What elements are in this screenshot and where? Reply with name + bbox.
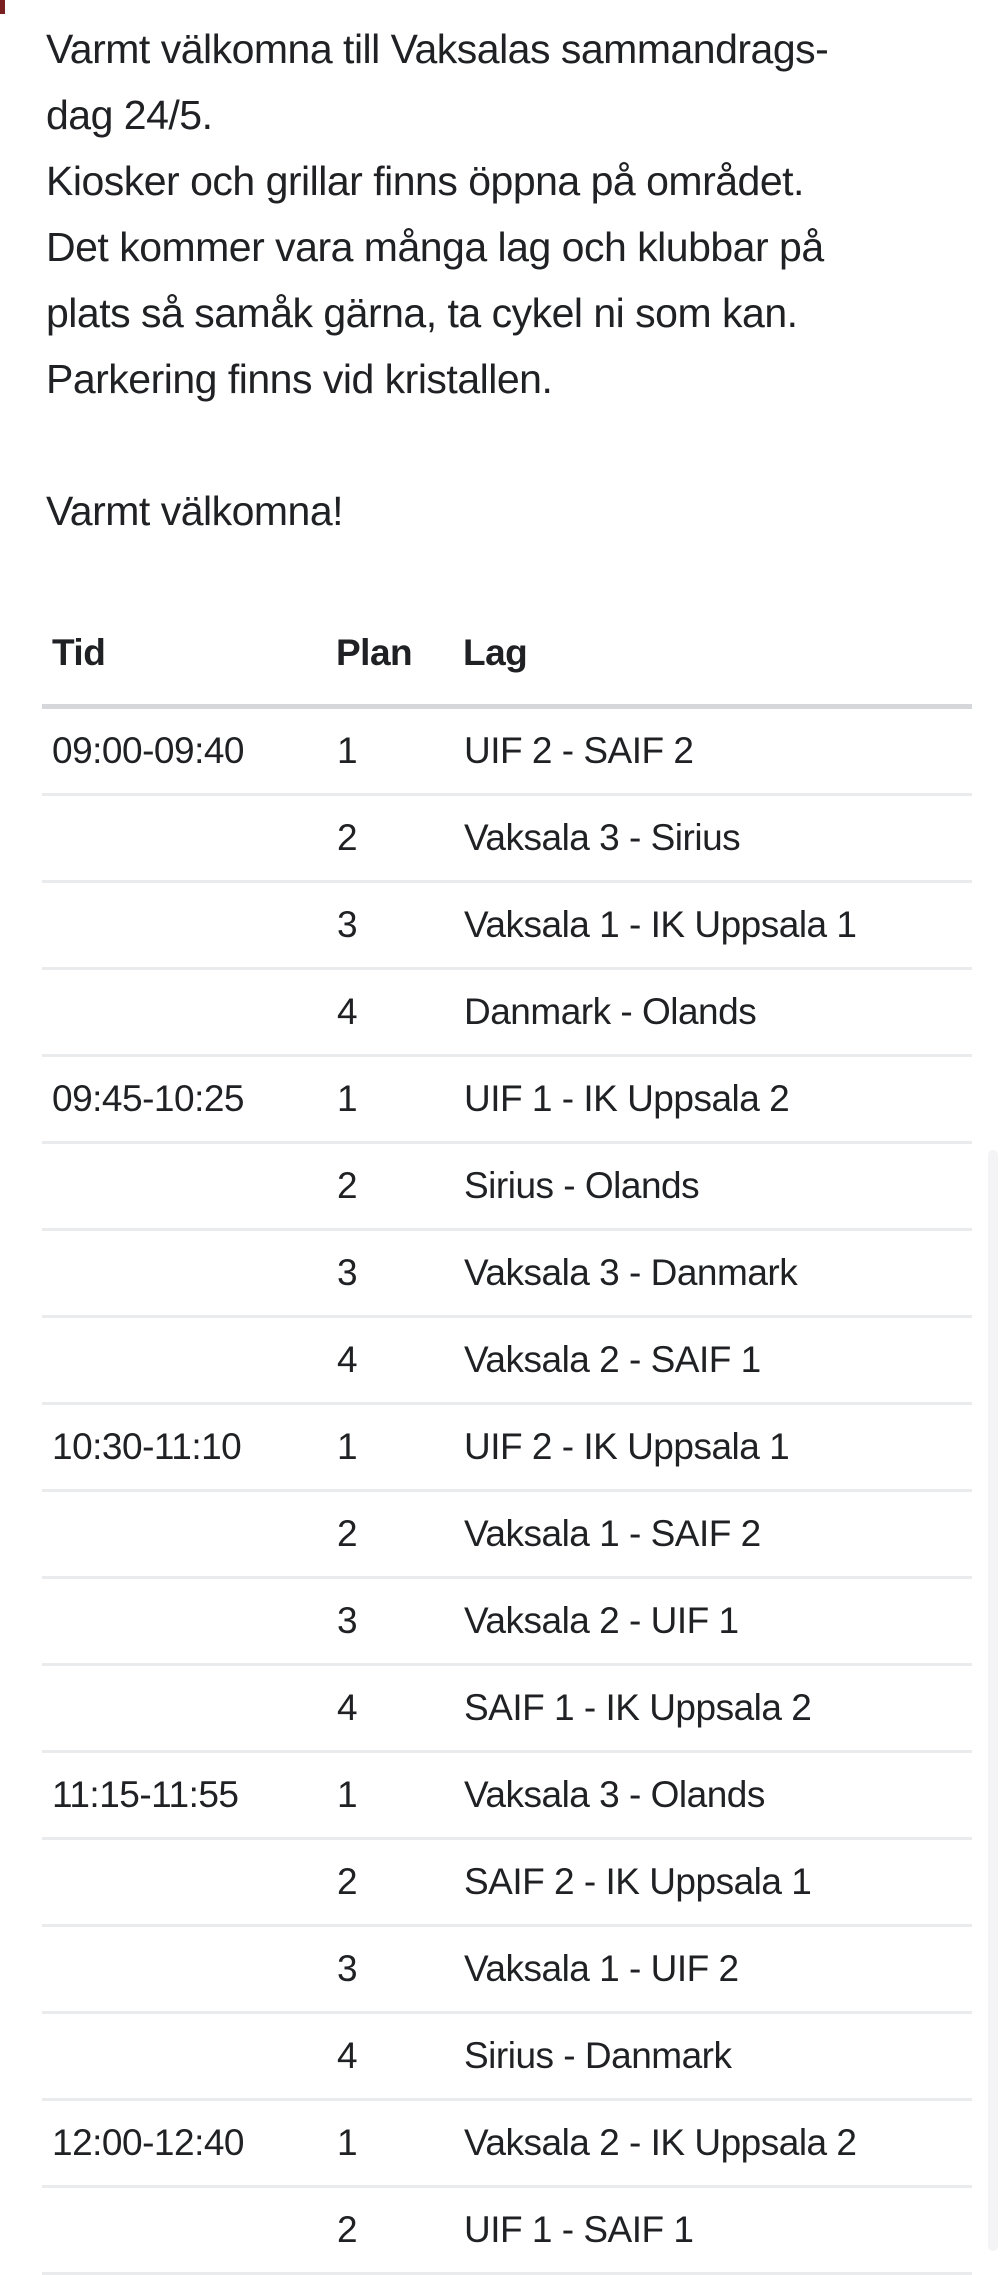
- cell-plan: 4: [336, 2013, 463, 2100]
- table-row: [42, 1317, 972, 1404]
- table-row: [42, 2187, 972, 2274]
- cell-plan: 4: [336, 1665, 463, 1752]
- column-header-plan: Plan: [336, 632, 463, 707]
- cell-tid: [42, 1230, 336, 1317]
- cell-plan: 1: [336, 1404, 463, 1491]
- cell-tid: [42, 1317, 336, 1404]
- cell-plan: 3: [336, 1578, 463, 1665]
- cell-lag: Vaksala 1 - UIF 2: [463, 1926, 972, 2013]
- cell-lag: Sirius - Olands: [463, 1143, 972, 1230]
- cell-tid: [42, 969, 336, 1056]
- intro-line: Varmt välkomna till Vaksalas sammandrags-: [46, 26, 829, 72]
- column-header-lag: Lag: [463, 632, 972, 707]
- cell-plan: 1: [336, 1056, 463, 1143]
- table-row: [42, 882, 972, 969]
- cell-lag: UIF 2 - IK Uppsala 1: [463, 1404, 972, 1491]
- cell-plan: 4: [336, 1317, 463, 1404]
- cell-lag: Vaksala 2 - UIF 1: [463, 1578, 972, 1665]
- cell-plan: 3: [336, 882, 463, 969]
- screenshot-edge-artifact: [0, 0, 5, 14]
- cell-plan: 4: [336, 969, 463, 1056]
- cell-tid: [42, 1578, 336, 1665]
- match-schedule-table: [42, 632, 972, 2275]
- cell-lag: Sirius - Danmark: [463, 2013, 972, 2100]
- table-row: [42, 1839, 972, 1926]
- cell-plan: 2: [336, 2187, 463, 2274]
- table-row: [42, 1143, 972, 1230]
- cell-tid: [42, 882, 336, 969]
- table-row: [42, 707, 972, 795]
- cell-lag: UIF 1 - SAIF 1: [463, 2187, 972, 2274]
- table-row: [42, 969, 972, 1056]
- cell-lag: Vaksala 2 - SAIF 1: [463, 1317, 972, 1404]
- table-row: [42, 1752, 972, 1839]
- cell-lag: Vaksala 3 - Sirius: [463, 795, 972, 882]
- table-row: [42, 795, 972, 882]
- cell-lag: SAIF 2 - IK Uppsala 1: [463, 1839, 972, 1926]
- cell-tid: [42, 1143, 336, 1230]
- table-row: [42, 1056, 972, 1143]
- cell-tid: [42, 1665, 336, 1752]
- cell-lag: UIF 1 - IK Uppsala 2: [463, 1056, 972, 1143]
- cell-tid: 09:45-10:25: [42, 1056, 336, 1143]
- table-row: [42, 1230, 972, 1317]
- intro-line: Parkering finns vid kristallen.: [46, 356, 553, 402]
- table-row: [42, 2013, 972, 2100]
- cell-tid: [42, 1839, 336, 1926]
- cell-tid: [42, 795, 336, 882]
- cell-plan: 1: [336, 707, 463, 795]
- cell-plan: 2: [336, 795, 463, 882]
- cell-plan: 2: [336, 1839, 463, 1926]
- intro-line: Kiosker och grillar finns öppna på området.: [46, 158, 804, 204]
- table-row: [42, 1491, 972, 1578]
- cell-lag: Vaksala 2 - IK Uppsala 2: [463, 2100, 972, 2187]
- blank-line: [46, 412, 962, 478]
- cell-lag: Vaksala 3 - Danmark: [463, 1230, 972, 1317]
- cell-plan: 1: [336, 1752, 463, 1839]
- column-header-tid: Tid: [42, 632, 336, 707]
- cell-lag: SAIF 1 - IK Uppsala 2: [463, 1665, 972, 1752]
- table-row: [42, 1578, 972, 1665]
- table-row: [42, 1404, 972, 1491]
- cell-lag: UIF 2 - SAIF 2: [463, 707, 972, 795]
- table-row: [42, 2100, 972, 2187]
- cell-tid: [42, 1926, 336, 2013]
- intro-line: dag 24/5.: [46, 92, 213, 138]
- cell-tid: [42, 1491, 336, 1578]
- table-header-row: [42, 632, 972, 707]
- cell-lag: Vaksala 1 - IK Uppsala 1: [463, 882, 972, 969]
- welcome-text: Varmt välkomna!: [46, 488, 344, 534]
- cell-lag: Vaksala 1 - SAIF 2: [463, 1491, 972, 1578]
- cell-plan: 1: [336, 2100, 463, 2187]
- cell-tid: 12:00-12:40: [42, 2100, 336, 2187]
- cell-tid: 11:15-11:55: [42, 1752, 336, 1839]
- cell-lag: Vaksala 3 - Olands: [463, 1752, 972, 1839]
- cell-plan: 3: [336, 1230, 463, 1317]
- intro-line: plats så samåk gärna, ta cykel ni som kan.: [46, 290, 798, 336]
- table-row: [42, 1926, 972, 2013]
- cell-plan: 2: [336, 1491, 463, 1578]
- scrollbar[interactable]: [988, 1150, 998, 2251]
- cell-tid: 10:30-11:10: [42, 1404, 336, 1491]
- intro-text-block: [0, 0, 1000, 544]
- cell-tid: [42, 2013, 336, 2100]
- table-row: [42, 1665, 972, 1752]
- cell-tid: 09:00-09:40: [42, 707, 336, 795]
- cell-plan: 3: [336, 1926, 463, 2013]
- cell-tid: [42, 2187, 336, 2274]
- intro-line: Det kommer vara många lag och klubbar på: [46, 224, 824, 270]
- cell-lag: Danmark - Olands: [463, 969, 972, 1056]
- cell-plan: 2: [336, 1143, 463, 1230]
